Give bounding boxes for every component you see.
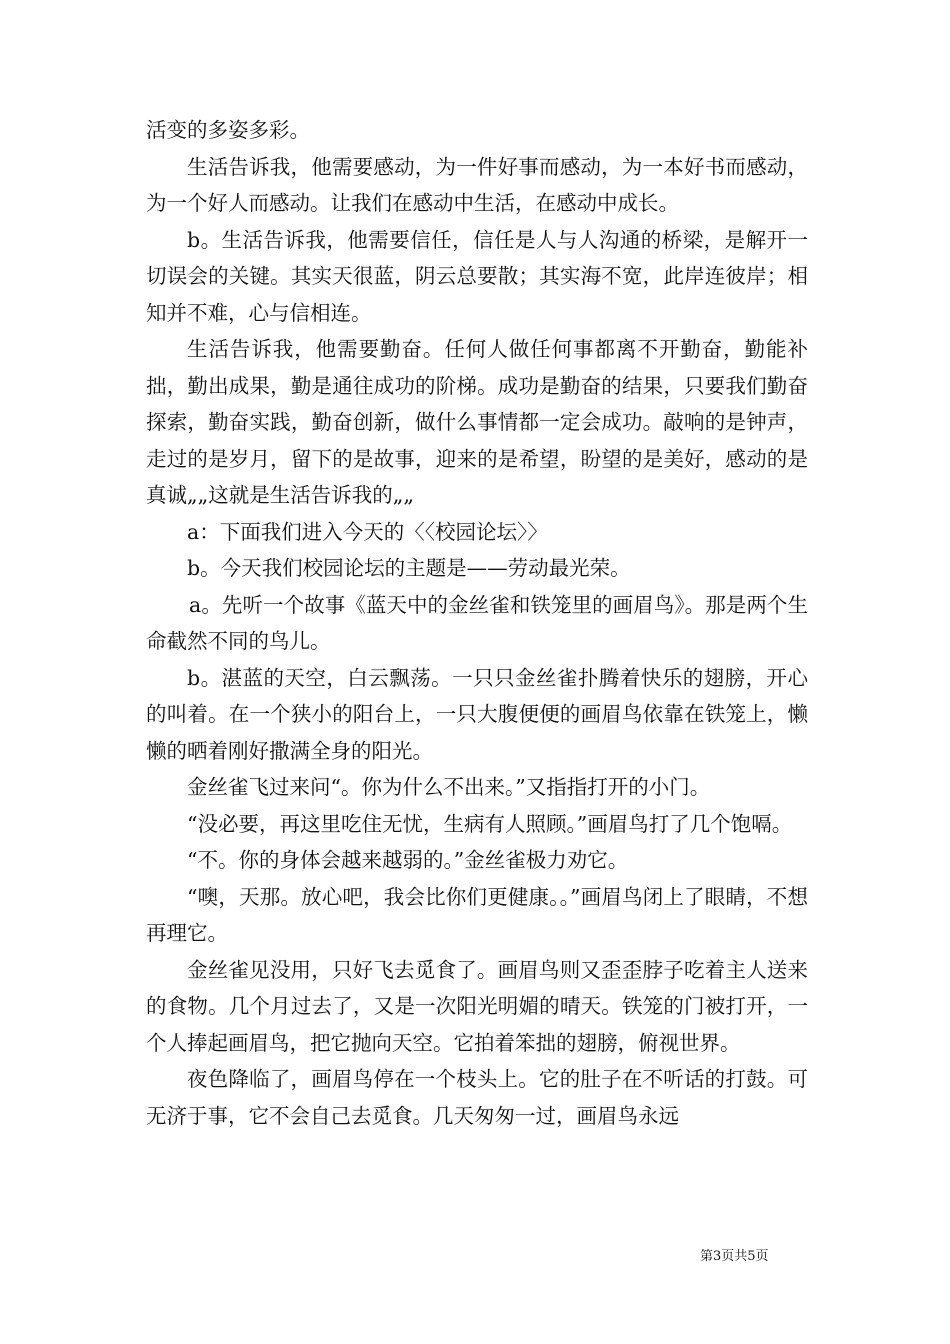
- paragraph-9: 金丝雀飞过来问“。你为什么不出来。”又指指打开的小门。: [187, 775, 711, 799]
- paragraph-6: b。今天我们校园论坛的主题是——劳动最光荣。: [187, 556, 631, 580]
- paragraph-2: 生活告诉我，他需要感动，为一件好事而感动，为一本好书而感动，为一个好人而感动。让我们在感动中生活，在感动中成长。: [146, 154, 808, 215]
- page-number: 第3页共5页: [700, 1249, 769, 1264]
- paragraph-7: a。先听一个故事《蓝天中的金丝雀和铁笼里的画眉鸟》。那是两个生命截然不同的鸟儿。: [146, 592, 808, 653]
- paragraph-3: b。生活告诉我，他需要信任，信任是人与人沟通的桥梁，是解开一切误会的关键。其实天很蓝，阴云总要散；其实海不宽，此岸连彼岸；相知并不难，心与信相连。: [146, 227, 808, 325]
- paragraph-14: 夜色降临了，画眉鸟停在一个枝头上。它的肚子在不听话的打鼓。可无济于事，它不会自己去觅食。几天匆匆一过，画眉鸟永远: [146, 1067, 808, 1128]
- paragraph-8: b。湛蓝的天空，白云飘荡。一只只金丝雀扑腾着快乐的翅膀，开心的叫着。在一个狭小的阳台上，一只大腹便便的画眉鸟依靠在铁笼上，懒懒的晒着刚好撒满全身的阳光。: [146, 665, 808, 763]
- paragraph-1: 活变的多姿多彩。: [146, 118, 310, 142]
- paragraph-5: a：下面我们进入今天的〈〈校园论坛〉〉: [187, 519, 548, 544]
- paragraph-10: “没必要，再这里吃住无忧，生病有人照顾。”画眉鸟打了几个饱嗝。: [187, 811, 793, 836]
- document-body: [146, 112, 808, 1134]
- paragraph-4: 生活告诉我，他需要勤奋。任何人做任何事都离不开勤奋，勤能补拙，勤出成果，勤是通往成功的阶梯。成功是勤奋的结果，只要我们勤奋探索，勤奋实践，勤奋创新，做什么事情都一定会成功。敲响的是钟声，走过的是岁月，留下的是故事，迎来的是希望，盼望的是美好，感动的是真诚„„这就是生活告诉我的„„: [146, 337, 808, 507]
- paragraph-13: 金丝雀见没用，只好飞去觅食了。画眉鸟则又歪歪脖子吃着主人送来的食物。几个月过去了，又是一次阳光明媚的晴天。铁笼的门被打开，一个人捧起画眉鸟，把它抛向天空。它拍着笨拙的翅膀，俯视世界。: [146, 957, 808, 1055]
- paragraph-12: “噢，天那。放心吧，我会比你们更健康。。”画眉鸟闭上了眼睛，不想再理它。: [146, 884, 808, 945]
- paragraph-11: “不。你的身体会越来越弱的。”金丝雀极力劝它。: [187, 848, 629, 872]
